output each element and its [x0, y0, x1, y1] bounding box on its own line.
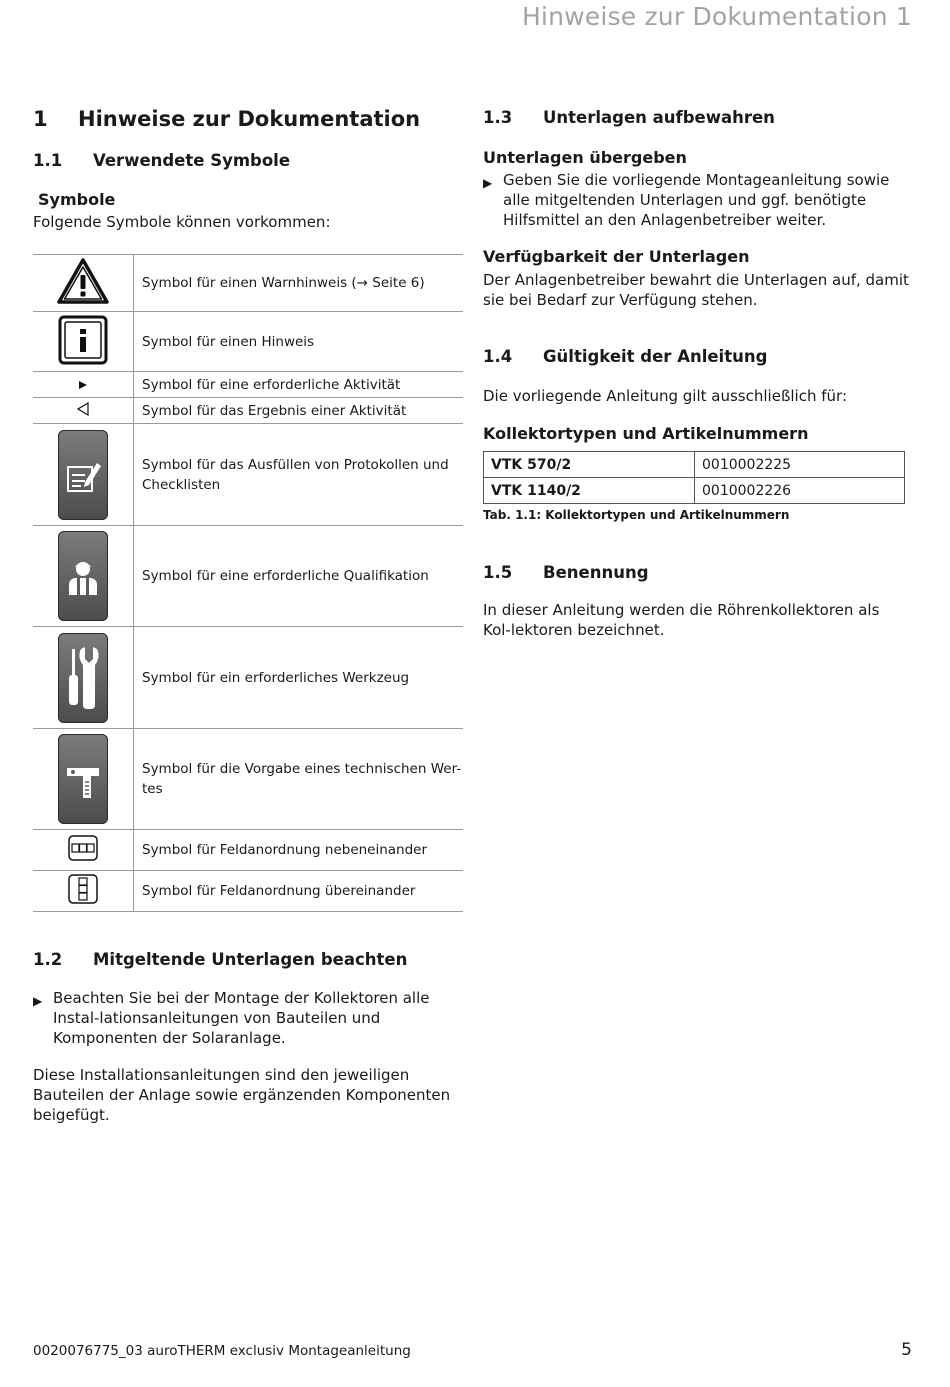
table-row [484, 452, 905, 478]
subheading-uebergeben: Unterlagen übergeben [483, 148, 687, 167]
symbol-description: Symbol für das Ergebnis einer Aktivität [142, 402, 407, 419]
page-number: 5 [901, 1340, 912, 1360]
symbol-row [33, 871, 463, 912]
warning-triangle-icon [56, 257, 110, 309]
symbol-cell [33, 424, 134, 525]
section-title: Verwendete Symbole [93, 151, 291, 170]
chapter-number: 1 [33, 107, 48, 131]
paragraph: Die vorliegende Anleitung gilt ausschließlich für: [483, 387, 847, 405]
article-number-cell: 0010002226 [695, 478, 905, 504]
symbol-description: Symbol für Feldanordnung übereinander [142, 883, 416, 899]
symbole-heading: Symbole [38, 190, 116, 209]
tools-icon [58, 633, 108, 723]
symbol-cell [33, 830, 134, 870]
symbol-description: Symbol für einen Warnhinweis (→ Seite 6) [142, 275, 425, 291]
paragraph: Diese Installationsanleitungen sind den jeweiligen Bauteilen der Anlage sowie ergänzenden Komponenten beigefügt. [33, 1066, 451, 1124]
symbol-cell [33, 255, 134, 311]
section-1-3-heading [483, 108, 775, 127]
symbol-cell [33, 526, 134, 626]
section-title: Mitgeltende Unterlagen beachten [93, 950, 408, 969]
section-title: Gültigkeit der Anleitung [543, 347, 768, 366]
symbol-row [33, 312, 463, 372]
symbol-row [33, 372, 463, 398]
symbol-cell [33, 372, 134, 397]
symbol-row [33, 627, 463, 729]
symbol-description: Symbol für die Vorgabe eines technischen Wer-tes [142, 761, 462, 797]
side-by-side-icon [68, 835, 98, 865]
chapter-heading [33, 107, 420, 131]
section-title: Benennung [543, 563, 649, 582]
section-number: 1.5 [483, 563, 513, 582]
symbol-cell [33, 627, 134, 728]
section-1-1-heading [33, 151, 290, 170]
section-number: 1.3 [483, 108, 513, 127]
symbol-description: Symbol für Feldanordnung nebeneinander [142, 842, 428, 858]
symbol-row [33, 526, 463, 627]
symbol-row [33, 255, 463, 312]
paragraph: In dieser Anleitung werden die Röhrenkollektoren als Kol-lektoren bezeichnet. [483, 601, 880, 639]
section-title: Unterlagen aufbewahren [543, 108, 775, 127]
section-1-2-heading [33, 950, 407, 969]
symbol-cell [33, 398, 134, 423]
subheading-verfuegbarkeit: Verfügbarkeit der Unterlagen [483, 247, 750, 266]
article-number-cell: 0010002225 [695, 452, 905, 478]
table-caption: Tab. 1.1: Kollektortypen und Artikelnummern [483, 508, 790, 522]
play-arrow-icon [78, 375, 88, 394]
symbol-cell [33, 871, 134, 911]
chapter-title: Hinweise zur Dokumentation [78, 107, 421, 131]
result-triangle-icon [77, 401, 89, 420]
section-number: 1.4 [483, 347, 513, 366]
symbole-intro: Folgende Symbole können vorkommen: [33, 213, 331, 231]
symbol-description: Symbol für ein erforderliches Werkzeug [142, 669, 410, 686]
bullet-item [483, 170, 913, 230]
section-number: 1.2 [33, 950, 63, 969]
symbol-row [33, 424, 463, 526]
section-number: 1.1 [33, 151, 63, 170]
symbol-row [33, 729, 463, 830]
qualification-worker-icon [58, 531, 108, 621]
protocol-checklist-icon [58, 430, 108, 520]
paragraph: Der Anlagenbetreiber bewahrt die Unterlagen auf, damit sie bei Bedarf zur Verfügung stehen. [483, 271, 909, 309]
running-head: Hinweise zur Dokumentation 1 [521, 2, 912, 31]
collector-type-cell: VTK 570/2 [484, 452, 695, 478]
symbol-cell [33, 312, 134, 371]
play-arrow-icon: ▶ [33, 994, 43, 1008]
stacked-icon [68, 874, 98, 908]
symbol-row [33, 398, 463, 424]
bullet-text: Beachten Sie bei der Montage der Kollektoren alle Instal-lationsanleitungen von Bauteilen und Komponenten der Solaranlage. [53, 989, 430, 1047]
bullet-item [33, 988, 463, 1048]
subheading-kollektortypen: Kollektortypen und Artikelnummern [483, 424, 809, 443]
table-row [484, 478, 905, 504]
symbol-cell [33, 729, 134, 829]
symbol-table [33, 254, 463, 912]
symbol-description: Symbol für eine erforderliche Qualifikation [142, 568, 429, 584]
play-arrow-icon: ▶ [483, 176, 493, 190]
section-1-5-heading [483, 563, 649, 582]
bullet-text: Geben Sie die vorliegende Montageanleitung sowie alle mitgeltenden Unterlagen und ggf. benötigte Hilfsmittel an den Anlagenbetreiber weiter. [503, 171, 890, 229]
symbol-description: Symbol für eine erforderliche Aktivität [142, 376, 401, 393]
symbol-row [33, 830, 463, 871]
technical-value-icon [58, 734, 108, 824]
collector-type-cell: VTK 1140/2 [484, 478, 695, 504]
symbol-description: Symbol für einen Hinweis [142, 333, 315, 350]
info-icon [58, 315, 108, 369]
collector-table [483, 451, 905, 504]
symbol-description: Symbol für das Ausfüllen von Protokollen und Checklisten [142, 456, 449, 493]
section-1-4-heading [483, 347, 767, 366]
footer-document-id: 0020076775_03 auroTHERM exclusiv Montageanleitung [33, 1343, 411, 1359]
